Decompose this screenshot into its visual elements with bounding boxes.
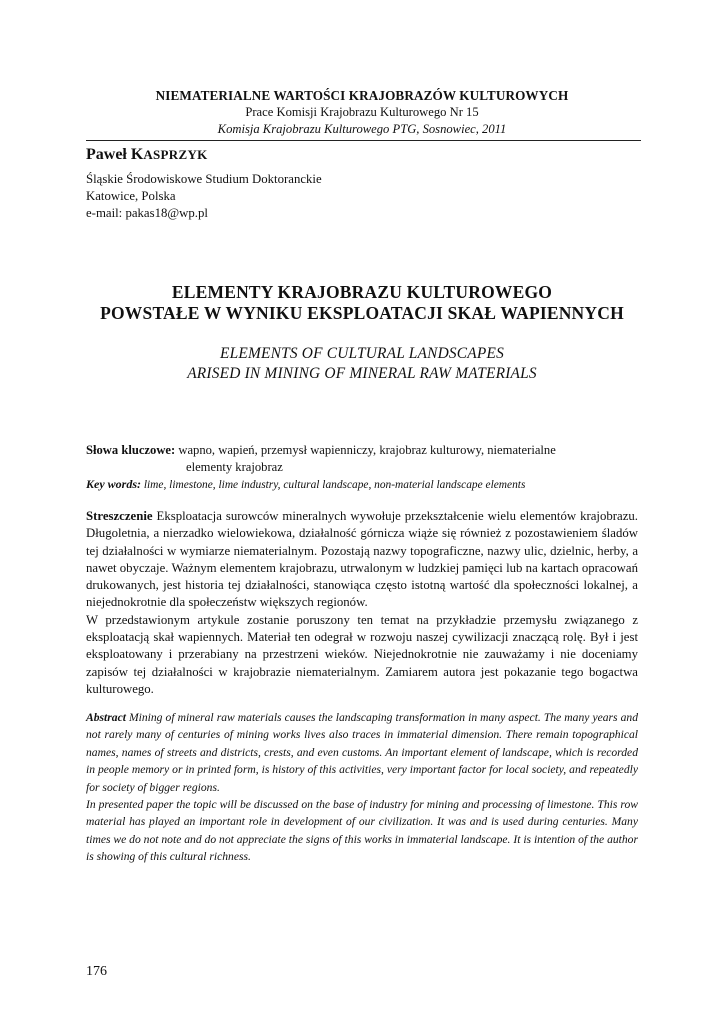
streszczenie-label: Streszczenie	[86, 509, 153, 523]
abstract-paragraph-2: In presented paper the topic will be discussed on the base of industry for mining and processing of limestone. This row material has played an important role in development of our civilization. It was and is used during centuries. Many times we do not note and do not appreciate the signs of this works in immaterial landscape. It is intention of the author is showing of this cultural richness.	[86, 798, 638, 864]
author-first-name: Paweł	[86, 146, 127, 163]
author-name	[86, 146, 208, 164]
title-pl-line1: ELEMENTY KRAJOBRAZU KULTUROWEGO	[171, 282, 553, 302]
series-title: NIEMATERIALNE WARTOŚCI KRAJOBRAZÓW KULTUROWYCH	[155, 88, 569, 103]
author-affiliation: Śląskie Środowiskowe Studium Doktoranckie	[86, 172, 322, 186]
streszczenie-paragraph-1: Streszczenie Eksploatacja surowców mineralnych wywołuje przekształcenie wielu elementów krajobrazu. Długoletnia, a nierzadko wielowiekowa, działalność górnicza wiąże się również z pozostawieniem śladów tej działalności w wymiarze niematerialnym. Pozostają nazwy topograficzne, nazwy ulic, dzielnic, herby, a nawet obyczaje. Ważnym elementem krajobrazu, utrwalonym w ludzkiej pamięci lub na kartach opracowań drukowanych, jest historia tej działalności, stanowiąca często istotną wartość dla społeczności lokalnej, a niejednokrotnie dla społeczeństw większych regionów.	[86, 509, 638, 610]
title-pl-line2: POWSTAŁE W WYNIKU EKSPLOATACJI SKAŁ WAPIENNYCH	[100, 303, 624, 323]
keywords-pl-text: wapno, wapień, przemysł wapienniczy, krajobraz kulturowy, niematerialne	[175, 443, 556, 457]
keywords-en	[86, 477, 525, 492]
title-en-line2: ARISED IN MINING OF MINERAL RAW MATERIALS	[187, 365, 537, 382]
abstract-paragraph-1: Abstract Mining of mineral raw materials causes the landscaping transformation in many aspect. The many years and not rarely many of centuries of mining works lives also traces in immaterial dimension. There remain topographical names, names of streets and districts, crests, and even customs. An important element of landscape, which is recorded in people memory or in printed form, is history of this activities, very important factor for local society, and repeatedly for society of bigger regions.	[86, 711, 638, 794]
streszczenie-section	[86, 508, 638, 698]
streszczenie-paragraph-2: W przedstawionym artykule zostanie poruszony ten temat na przykładzie przemysłu związanego z eksploatacją skał wapiennych. Materiał ten odegrał w rozwoju naszej cywilizacji znaczącą rolę. Był i jest eksploatowany i przerabiany na przestrzeni wieków. Niejednokrotnie nie zauważamy i nie doceniamy zapisów tej działalności w krajobrazie niematerialnym. Zamiarem autora jest pokazanie tego bogactwa kulturowego.	[86, 612, 638, 696]
abstract-label: Abstract	[86, 711, 126, 724]
series-subtitle: Prace Komisji Krajobrazu Kulturowego Nr 15	[245, 105, 479, 119]
keywords-pl-continued: elementy krajobraz	[186, 460, 283, 474]
keywords-en-label: Key words:	[86, 477, 141, 491]
keywords-pl	[86, 443, 556, 458]
keywords-en-text: lime, limestone, lime industry, cultural landscape, non-material landscape elements	[141, 479, 526, 491]
author-email: e-mail: pakas18@wp.pl	[86, 206, 208, 220]
keywords-pl-label: Słowa kluczowe:	[86, 443, 176, 457]
title-en-line1: ELEMENTS OF CULTURAL LANDSCAPES	[220, 345, 504, 362]
author-city: Katowice, Polska	[86, 189, 176, 203]
page-number: 176	[86, 964, 107, 979]
abstract-section	[86, 709, 638, 866]
publisher-line: Komisja Krajobrazu Kulturowego PTG, Sosnowiec, 2011	[217, 122, 507, 136]
header-rule	[86, 140, 641, 141]
author-last-name: KASPRZYK	[130, 146, 208, 163]
